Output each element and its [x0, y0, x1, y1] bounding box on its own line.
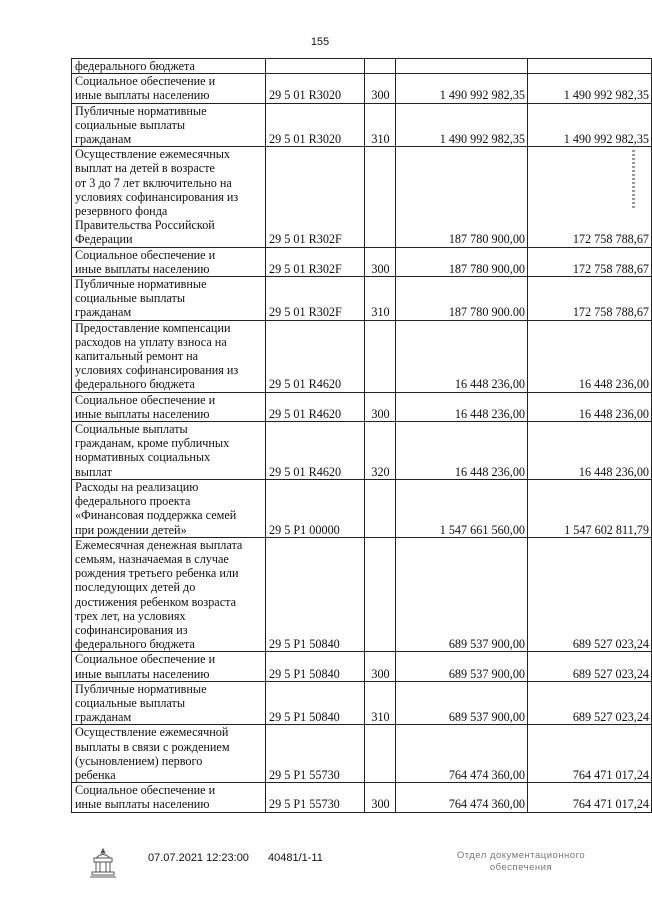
expense-name-line: достижения ребенком возраста	[75, 594, 236, 609]
document-footer	[0, 846, 640, 886]
expense-type-cell	[365, 147, 396, 247]
expense-name-line: семьям, назначаемая в случае	[75, 551, 229, 566]
executed-amount-cell: 689 527 023,24	[528, 652, 652, 681]
table-row	[72, 681, 652, 725]
expense-name-cell	[72, 681, 266, 725]
expense-name-cell	[72, 320, 266, 392]
target-article-code-cell: 29 5 P1 00000	[266, 479, 365, 537]
expense-name-line: иные выплаты населению	[75, 666, 210, 681]
expense-type-cell	[365, 725, 396, 783]
executed-amount-cell: 172 758 788,67	[528, 277, 652, 321]
expense-name-line: гражданам	[75, 710, 132, 725]
expense-name-line: федерального бюджета	[75, 637, 195, 652]
expense-name-line: Социальное обеспечение и	[75, 74, 216, 89]
table-row	[72, 537, 652, 652]
table-row	[72, 392, 652, 421]
footer-reg-number: 40481/1-11	[268, 852, 323, 864]
expense-name-line: Публичные нормативные	[75, 681, 207, 696]
budget-table	[71, 58, 652, 813]
target-article-code-cell: 29 5 01 R4620	[266, 392, 365, 421]
executed-amount-cell: 1 547 602 811,79	[528, 479, 652, 537]
expense-name-line: капитальный ремонт на	[75, 349, 199, 364]
expense-name-cell	[72, 147, 266, 247]
expense-name-line: резервного фонда	[75, 204, 168, 219]
stamp-line-1: Отдел документационного	[456, 850, 586, 861]
expense-name-line: Социальные выплаты	[75, 422, 188, 437]
expense-name-cell	[72, 783, 266, 812]
expense-name-cell	[72, 277, 266, 321]
expense-name-line: выплаты в связи с рождением	[75, 739, 230, 754]
target-article-code-cell: 29 5 01 R4620	[266, 422, 365, 480]
table-row	[72, 74, 652, 103]
executed-amount-cell: 764 471 017,24	[528, 783, 652, 812]
expense-type-cell	[365, 537, 396, 652]
expense-name-line: Социальное обеспечение и	[75, 783, 216, 798]
expense-name-line: федерального бюджета	[75, 377, 195, 392]
executed-amount-cell: 689 527 023,24	[528, 537, 652, 652]
planned-amount-cell: 1 490 992 982,35	[396, 74, 528, 103]
target-article-code-cell: 29 5 01 R3020	[266, 74, 365, 103]
executed-amount-cell: 16 448 236,00	[528, 320, 652, 392]
expense-name-cell	[72, 392, 266, 421]
expense-name-line: федерального проекта	[75, 494, 191, 509]
table-row	[72, 652, 652, 681]
expense-name-line: гражданам, кроме публичных	[75, 436, 230, 451]
executed-amount-cell: 16 448 236,00	[528, 392, 652, 421]
planned-amount-cell: 16 448 236,00	[396, 392, 528, 421]
expense-name-line: софинансирования из	[75, 622, 188, 637]
expense-name-cell	[72, 725, 266, 783]
expense-name-line: рождения третьего ребенка или	[75, 566, 239, 581]
expense-name-cell	[72, 247, 266, 276]
expense-type-cell	[365, 479, 396, 537]
expense-name-line: нормативных социальных	[75, 450, 211, 465]
target-article-code-cell: 29 5 01 R3020	[266, 103, 365, 147]
expense-type-cell: 300	[365, 392, 396, 421]
expense-type-cell: 300	[365, 247, 396, 276]
target-article-code-cell: 29 5 01 R4620	[266, 320, 365, 392]
expense-type-cell: 320	[365, 422, 396, 480]
expense-name-cell	[72, 422, 266, 480]
planned-amount-cell: 187 780 900.00	[396, 277, 528, 321]
table-row	[72, 783, 652, 812]
expense-name-line: Социальное обеспечение и	[75, 392, 216, 407]
target-article-code-cell: 29 5 P1 55730	[266, 725, 365, 783]
expense-name-line: Публичные нормативные	[75, 103, 207, 118]
page-number: 155	[310, 36, 330, 48]
expense-name-line: гражданам	[75, 132, 132, 147]
planned-amount-cell: 1 547 661 560,00	[396, 479, 528, 537]
expense-name-line: Социальное обеспечение и	[75, 652, 216, 667]
expense-name-line: Федерации	[75, 232, 133, 247]
expense-name-cell	[72, 537, 266, 652]
expense-name-line: условиях софинансирования из	[75, 363, 239, 378]
executed-amount-cell: 16 448 236,00	[528, 422, 652, 480]
footer-date: 07.07.2021 12:23:00	[148, 852, 249, 864]
expense-name-line: выплат на детей в возрасте	[75, 161, 215, 176]
target-article-code-cell: 29 5 P1 50840	[266, 681, 365, 725]
expense-name-line: последующих детей до	[75, 580, 196, 595]
table-row	[72, 479, 652, 537]
expense-name-line: трех лет, на условиях	[75, 608, 186, 623]
table-row	[72, 320, 652, 392]
planned-amount-cell: 689 537 900,00	[396, 681, 528, 725]
target-article-code-cell: 29 5 01 R302F	[266, 147, 365, 247]
table-row	[72, 422, 652, 480]
building-emblem-icon	[86, 846, 120, 880]
target-article-code-cell	[266, 59, 365, 74]
expense-name-line: от 3 до 7 лет включительно на	[75, 175, 232, 190]
table-row	[72, 147, 652, 247]
expense-name-line: гражданам	[75, 305, 132, 320]
executed-amount-cell: 764 471 017,24	[528, 725, 652, 783]
expense-name-line: Ежемесячная денежная выплата	[75, 537, 243, 552]
expense-name-line: расходов на уплату взноса на	[75, 334, 227, 349]
planned-amount-cell: 764 474 360,00	[396, 725, 528, 783]
expense-name-line: социальные выплаты	[75, 117, 186, 132]
table-row	[72, 59, 652, 74]
executed-amount-cell: 1 490 992 982,35	[528, 74, 652, 103]
expense-name-line: Правительства Российской	[75, 218, 215, 233]
expense-name-line: (усыновлением) первого	[75, 753, 203, 768]
expense-name-line: Социальное обеспечение и	[75, 247, 216, 262]
planned-amount-cell: 16 448 236,00	[396, 422, 528, 480]
expense-name-cell	[72, 103, 266, 147]
stamp-line-2: обеспечения	[489, 862, 553, 873]
expense-name-line: федерального бюджета	[75, 59, 195, 73]
expense-name-line: Осуществление ежемесячной	[75, 725, 229, 740]
table-row	[72, 247, 652, 276]
planned-amount-cell: 764 474 360,00	[396, 783, 528, 812]
expense-type-cell: 300	[365, 74, 396, 103]
executed-amount-cell: 172 758 788,67	[528, 247, 652, 276]
expense-name-line: Предоставление компенсации	[75, 320, 231, 335]
scan-edge-mark	[632, 150, 635, 210]
table-row	[72, 103, 652, 147]
table-row	[72, 277, 652, 321]
target-article-code-cell: 29 5 P1 50840	[266, 652, 365, 681]
expense-type-cell	[365, 59, 396, 74]
expense-name-line: иные выплаты населению	[75, 88, 210, 103]
expense-type-cell: 310	[365, 103, 396, 147]
expense-name-line: при рождении детей»	[75, 522, 187, 537]
planned-amount-cell: 187 780 900,00	[396, 147, 528, 247]
planned-amount-cell: 689 537 900,00	[396, 652, 528, 681]
expense-type-cell: 300	[365, 783, 396, 812]
expense-name-line: социальные выплаты	[75, 695, 186, 710]
planned-amount-cell	[396, 59, 528, 74]
expense-type-cell: 300	[365, 652, 396, 681]
expense-type-cell: 310	[365, 277, 396, 321]
budget-table-body	[72, 59, 652, 813]
executed-amount-cell: 689 527 023,24	[528, 681, 652, 725]
expense-name-cell	[72, 479, 266, 537]
expense-name-line: условиях софинансирования из	[75, 189, 239, 204]
expense-name-line: иные выплаты населению	[75, 406, 210, 421]
target-article-code-cell: 29 5 P1 55730	[266, 783, 365, 812]
executed-amount-cell: 1 490 992 982,35	[528, 103, 652, 147]
target-article-code-cell: 29 5 P1 50840	[266, 537, 365, 652]
expense-name-line: Расходы на реализацию	[75, 479, 199, 494]
department-stamp	[446, 850, 596, 874]
expense-name-line: Осуществление ежемесячных	[75, 147, 231, 162]
expense-type-cell	[365, 320, 396, 392]
expense-name-cell	[72, 59, 266, 74]
executed-amount-cell: 172 758 788,67	[528, 147, 652, 247]
planned-amount-cell: 187 780 900,00	[396, 247, 528, 276]
expense-name-line: социальные выплаты	[75, 291, 186, 306]
table-row	[72, 725, 652, 783]
expense-name-cell	[72, 652, 266, 681]
expense-type-cell: 310	[365, 681, 396, 725]
planned-amount-cell: 689 537 900,00	[396, 537, 528, 652]
target-article-code-cell: 29 5 01 R302F	[266, 277, 365, 321]
expense-name-line: иные выплаты населению	[75, 797, 210, 812]
expense-name-line: ребенка	[75, 767, 116, 782]
expense-name-line: иные выплаты населению	[75, 261, 210, 276]
expense-name-line: «Финансовая поддержка семей	[75, 508, 237, 523]
planned-amount-cell: 16 448 236,00	[396, 320, 528, 392]
expense-name-line: выплат	[75, 464, 112, 479]
expense-name-cell	[72, 74, 266, 103]
expense-name-line: Публичные нормативные	[75, 277, 207, 292]
executed-amount-cell	[528, 59, 652, 74]
target-article-code-cell: 29 5 01 R302F	[266, 247, 365, 276]
planned-amount-cell: 1 490 992 982,35	[396, 103, 528, 147]
